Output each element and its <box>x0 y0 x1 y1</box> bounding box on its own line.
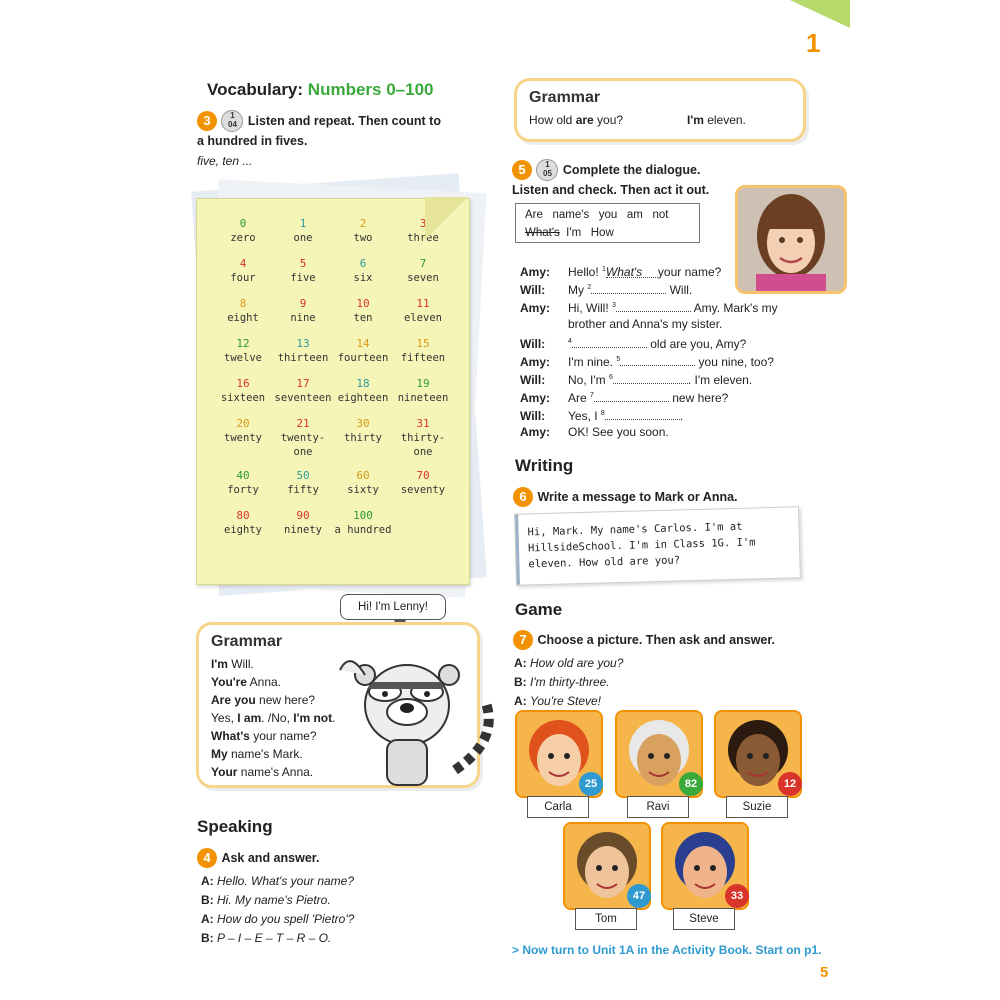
number-cell <box>273 509 333 549</box>
exercise-number: 7 <box>513 630 533 650</box>
numbers-grid <box>213 217 453 549</box>
number-word: fifteen <box>400 352 446 364</box>
number-cell <box>333 377 393 417</box>
number-cell <box>273 417 333 469</box>
number-word: forty <box>227 484 259 496</box>
line-text: Hi. My name's Pietro. <box>217 893 331 907</box>
dialogue-row <box>520 424 669 440</box>
dialogue-text: brother and Anna's my sister. <box>568 317 723 331</box>
number-cell <box>333 257 393 297</box>
gap-number: 3 <box>612 302 616 309</box>
speaking-lines <box>201 872 354 948</box>
number-cell <box>393 337 453 377</box>
number-digit: 11 <box>416 297 430 310</box>
speaker-label: A: <box>514 694 530 708</box>
numbers-note <box>196 198 470 585</box>
number-word: eighty <box>224 524 262 536</box>
dialogue-text: old are you, Amy? <box>646 337 747 351</box>
speaker-label: B: <box>201 893 217 907</box>
grammar-bold: My <box>211 747 228 761</box>
gap-number: 1 <box>602 266 606 273</box>
grammar-text: eleven. <box>703 113 746 127</box>
answer-blank <box>616 301 691 312</box>
number-digit: 90 <box>296 509 310 522</box>
dialogue-text: No, I'm <box>568 373 609 387</box>
line-text: I'm thirty-three. <box>530 675 610 689</box>
line-text: Hello. What's your name? <box>217 874 355 888</box>
writing-heading: Writing <box>515 456 574 475</box>
number-word: nine <box>290 312 316 324</box>
unit-number: 1 <box>806 28 821 58</box>
number-digit: 80 <box>236 509 250 522</box>
number-word: thirty <box>344 432 382 444</box>
exercise-number: 5 <box>512 160 532 180</box>
dialogue-text: Amy. Mark's my <box>690 301 778 315</box>
gap-number: 6 <box>608 374 613 381</box>
number-word: eight <box>227 312 259 324</box>
dialogue-text: Will. <box>666 283 693 297</box>
speaker-name: Amy: <box>520 265 551 279</box>
dialogue-line <box>514 654 623 673</box>
vocab-example: five, ten ... <box>197 154 253 168</box>
number-cell <box>213 509 273 549</box>
age-badge: 82 <box>679 772 703 796</box>
word-box <box>515 203 700 243</box>
dialogue-line <box>201 872 354 891</box>
grammar-text: your name? <box>249 729 317 743</box>
grammar-line <box>211 673 335 691</box>
activity-book-note[interactable]: > Now turn to Unit 1A in the Activity Book. Start on p1. <box>512 943 822 957</box>
number-word: six <box>353 272 373 284</box>
speaker-name: Will: <box>520 283 546 297</box>
vocabulary-title <box>207 80 433 100</box>
dialogue-text: Yes, I <box>568 409 601 423</box>
speaker-label: B: <box>514 675 530 689</box>
number-digit: 8 <box>239 297 247 310</box>
dialogue-line <box>201 891 354 910</box>
number-word: zero <box>230 232 256 244</box>
number-cell <box>333 417 393 469</box>
number-cell <box>333 337 393 377</box>
number-cell <box>273 469 333 509</box>
age-badge: 33 <box>725 884 749 908</box>
dialogue-text: you nine, too? <box>695 355 774 369</box>
word-box-words: I'm How <box>559 227 614 239</box>
number-cell <box>213 469 273 509</box>
grammar-bold: I'm <box>211 657 228 671</box>
girl-portrait-image <box>738 188 844 291</box>
grammar-text: How old <box>529 113 576 127</box>
number-word: seven <box>407 272 439 284</box>
dialogue-row <box>520 352 774 370</box>
grammar-answer <box>687 111 746 129</box>
number-digit: 21 <box>296 417 310 430</box>
number-digit: 20 <box>236 417 250 430</box>
corner-decoration <box>790 0 850 28</box>
dialogue-text: your name? <box>657 265 722 279</box>
number-cell <box>333 509 393 549</box>
number-cell <box>393 297 453 337</box>
speaker-name: Will: <box>520 409 546 423</box>
number-cell <box>213 337 273 377</box>
answer-blank <box>572 337 647 348</box>
exercise-5 <box>512 159 732 199</box>
dialogue-row <box>520 316 722 332</box>
number-cell <box>273 377 333 417</box>
exercise-number: 6 <box>513 487 533 507</box>
speaker-name: Amy: <box>520 425 551 439</box>
example-message-note: Hi, Mark. My name's Carlos. I'm at HillsideSchool. I'm in Class 1G. I'm eleven. How old are you? <box>514 506 801 585</box>
grammar-bold: You're <box>211 675 247 689</box>
dialogue-row <box>520 406 683 424</box>
cd-track: 05 <box>543 169 552 178</box>
grammar-bold: I am <box>237 711 262 725</box>
dialogue-row <box>520 334 746 352</box>
speaker-label: A: <box>201 874 217 888</box>
grammar-bold: I'm not <box>293 711 333 725</box>
speaker-label: B: <box>201 931 217 945</box>
character-name-label: Carla <box>527 796 589 818</box>
dialogue-row <box>520 298 778 316</box>
grammar-box-right <box>514 78 806 142</box>
number-cell <box>273 337 333 377</box>
exercise-6 <box>513 487 738 507</box>
answer-blank <box>620 355 695 366</box>
cd-disc: 1 <box>230 111 235 120</box>
speaker-name: Amy: <box>520 301 551 315</box>
number-word: fourteen <box>337 352 389 364</box>
page-curl <box>425 197 468 240</box>
exercise-instruction: Choose a picture. Then ask and answer. <box>537 633 776 648</box>
amy-photo <box>735 185 847 294</box>
number-cell <box>273 217 333 257</box>
line-text: You're Steve! <box>530 694 602 708</box>
number-digit: 60 <box>356 469 370 482</box>
number-word: ten <box>353 312 373 324</box>
vocabulary-title-prefix: Vocabulary: <box>207 80 304 99</box>
number-word: seventy <box>400 484 446 496</box>
dialogue-text: . <box>679 409 684 423</box>
grammar-text: . <box>332 711 336 725</box>
grammar-bold: What's <box>211 729 250 743</box>
number-word: four <box>230 272 256 284</box>
speaking-heading: Speaking <box>197 817 273 836</box>
character-name-label: Suzie <box>726 796 788 818</box>
dialogue-row <box>520 370 752 388</box>
age-badge: 25 <box>579 772 603 796</box>
number-word: two <box>353 232 373 244</box>
speaker-name: Amy: <box>520 391 551 405</box>
gap-number: 7 <box>590 392 594 399</box>
dialogue-line <box>201 929 354 948</box>
number-word: fifty <box>287 484 319 496</box>
number-digit: 4 <box>239 257 247 270</box>
grammar-line <box>211 709 335 727</box>
number-cell <box>273 257 333 297</box>
dialogue-row <box>520 388 728 406</box>
number-cell <box>213 377 273 417</box>
dialogue-line <box>201 910 354 929</box>
number-digit: 2 <box>359 217 367 230</box>
answer-blank <box>613 373 688 384</box>
grammar-question <box>529 111 623 129</box>
number-word: nineteen <box>397 392 449 404</box>
number-digit: 6 <box>359 257 367 270</box>
number-word: a hundred <box>334 524 392 536</box>
grammar-line <box>211 763 335 781</box>
number-digit: 15 <box>416 337 430 350</box>
grammar-text: Anna. <box>246 675 282 689</box>
grammar-bold: Your <box>211 765 238 779</box>
dialogue-row <box>520 262 721 280</box>
number-digit: 14 <box>356 337 370 350</box>
dialogue-text: . I'm eleven. <box>687 373 753 387</box>
age-badge: 12 <box>778 772 802 796</box>
exercise-instruction: Write a message to Mark or Anna. <box>537 490 738 505</box>
number-digit: 50 <box>296 469 310 482</box>
number-cell <box>333 469 393 509</box>
number-cell <box>333 297 393 337</box>
grammar-title: Grammar <box>529 89 601 106</box>
number-word: sixteen <box>220 392 266 404</box>
speaker-name: Amy: <box>520 355 551 369</box>
number-digit: 5 <box>299 257 307 270</box>
vocabulary-title-highlight: Numbers 0–100 <box>307 80 434 99</box>
number-word: ninety <box>284 524 322 536</box>
dialogue-text: My <box>568 283 588 297</box>
number-digit: 17 <box>296 377 310 390</box>
gap-number: 2 <box>587 284 592 291</box>
line-text: How old are you? <box>530 656 624 670</box>
character-name-label: Ravi <box>627 796 689 818</box>
number-digit: 9 <box>299 297 307 310</box>
number-digit: 19 <box>416 377 430 390</box>
number-digit: 31 <box>416 417 430 430</box>
used-word: What's <box>525 227 560 239</box>
number-cell <box>393 469 453 509</box>
dialogue-text: I'm nine. <box>568 355 617 369</box>
number-digit: 16 <box>236 377 250 390</box>
speaker-label: A: <box>201 912 217 926</box>
number-word: seventeen <box>274 392 332 404</box>
number-digit: 3 <box>419 217 427 230</box>
lenny-lemur-illustration <box>335 630 505 790</box>
line-text: P – I – E – T – R – O. <box>217 931 332 945</box>
game-heading: Game <box>515 600 563 619</box>
number-word: one <box>293 232 313 244</box>
gap-number: 8 <box>600 410 605 417</box>
number-cell <box>393 377 453 417</box>
page-number: 5 <box>820 964 829 981</box>
dialogue-text: Hi, Will! <box>568 301 612 315</box>
number-word: thirteen <box>277 352 329 364</box>
number-digit: 13 <box>296 337 310 350</box>
answer-blank <box>594 391 669 402</box>
answer-blank <box>605 409 680 420</box>
exercise-number: 4 <box>197 848 217 868</box>
dialogue-text: new here? <box>668 391 729 405</box>
grammar-bold: I'm <box>687 113 704 127</box>
exercise-number: 3 <box>197 111 217 131</box>
grammar-line <box>211 655 335 673</box>
number-digit: 0 <box>239 217 247 230</box>
speaker-name: Will: <box>520 373 546 387</box>
dialogue-text: Hello! <box>568 265 603 279</box>
grammar-lines <box>211 655 335 781</box>
number-word: three <box>407 232 439 244</box>
number-digit: 70 <box>416 469 430 482</box>
number-cell <box>333 217 393 257</box>
number-word: eleven <box>404 312 442 324</box>
exercise-3 <box>197 110 447 150</box>
grammar-text: name's Mark. <box>227 747 303 761</box>
dialogue-text: OK! See you soon. <box>568 425 669 439</box>
grammar-text: new here? <box>255 693 316 707</box>
number-digit: 1 <box>299 217 307 230</box>
dialogue-line <box>514 692 623 711</box>
grammar-bold: are <box>575 113 594 127</box>
exercise-7 <box>513 630 775 650</box>
character-name-label: Steve <box>673 908 735 930</box>
number-word: twelve <box>224 352 262 364</box>
cd-disc: 1 <box>545 160 550 169</box>
number-digit: 18 <box>356 377 370 390</box>
character-name-label: Tom <box>575 908 637 930</box>
grammar-text: Will. <box>227 657 254 671</box>
number-word: thirty-one <box>400 432 446 458</box>
dialogue-text: Are <box>568 391 591 405</box>
cd-track: 04 <box>228 120 237 129</box>
gap-number: 5 <box>616 356 621 363</box>
grammar-line <box>211 691 335 709</box>
number-word: eighteen <box>337 392 389 404</box>
number-digit: 7 <box>419 257 427 270</box>
grammar-line <box>211 727 335 745</box>
grammar-text: you? <box>593 113 624 127</box>
word-box-line: Are name's you am not <box>525 209 669 221</box>
number-cell <box>213 297 273 337</box>
grammar-text: name's Anna. <box>237 765 314 779</box>
number-word: sixty <box>347 484 379 496</box>
exercise-instruction: Listen and repeat. Then count to a hundred in fives. <box>197 114 441 148</box>
number-cell <box>273 297 333 337</box>
game-lines <box>514 654 623 711</box>
grammar-text: Yes, <box>211 711 238 725</box>
grammar-bold: Are you <box>211 693 256 707</box>
lenny-speech-bubble: Hi! I'm Lenny! <box>340 594 446 620</box>
number-digit: 12 <box>236 337 250 350</box>
age-badge: 47 <box>627 884 651 908</box>
speaker-name: Will: <box>520 337 546 351</box>
number-word: twenty <box>224 432 262 444</box>
number-cell <box>393 257 453 297</box>
cd-track-icon <box>536 159 558 181</box>
number-digit: 40 <box>236 469 250 482</box>
exercise-instruction: Complete the dialogue. Listen and check. Then act it out. <box>512 163 710 197</box>
cd-track-icon <box>221 110 243 132</box>
gap-number: 4 <box>568 338 572 345</box>
exercise-instruction: Ask and answer. <box>221 851 320 866</box>
answer-blank: What's <box>606 267 658 278</box>
exercise-4 <box>197 848 319 868</box>
line-text: How do you spell 'Pietro'? <box>217 912 355 926</box>
number-word: twenty-one <box>280 432 326 458</box>
grammar-title: Grammar <box>211 633 283 650</box>
number-digit: 10 <box>356 297 370 310</box>
number-digit: 100 <box>353 509 373 522</box>
number-cell <box>213 417 273 469</box>
speaker-label: A: <box>514 656 530 670</box>
answer-blank <box>591 283 666 294</box>
word-box-line <box>525 224 690 242</box>
grammar-line <box>211 745 335 763</box>
number-cell <box>213 217 273 257</box>
number-cell <box>213 257 273 297</box>
number-digit: 30 <box>356 417 370 430</box>
number-word: five <box>290 272 316 284</box>
number-cell <box>393 417 453 469</box>
dialogue-row <box>520 280 692 298</box>
grammar-text: . /No, <box>261 711 294 725</box>
dialogue-line <box>514 673 623 692</box>
